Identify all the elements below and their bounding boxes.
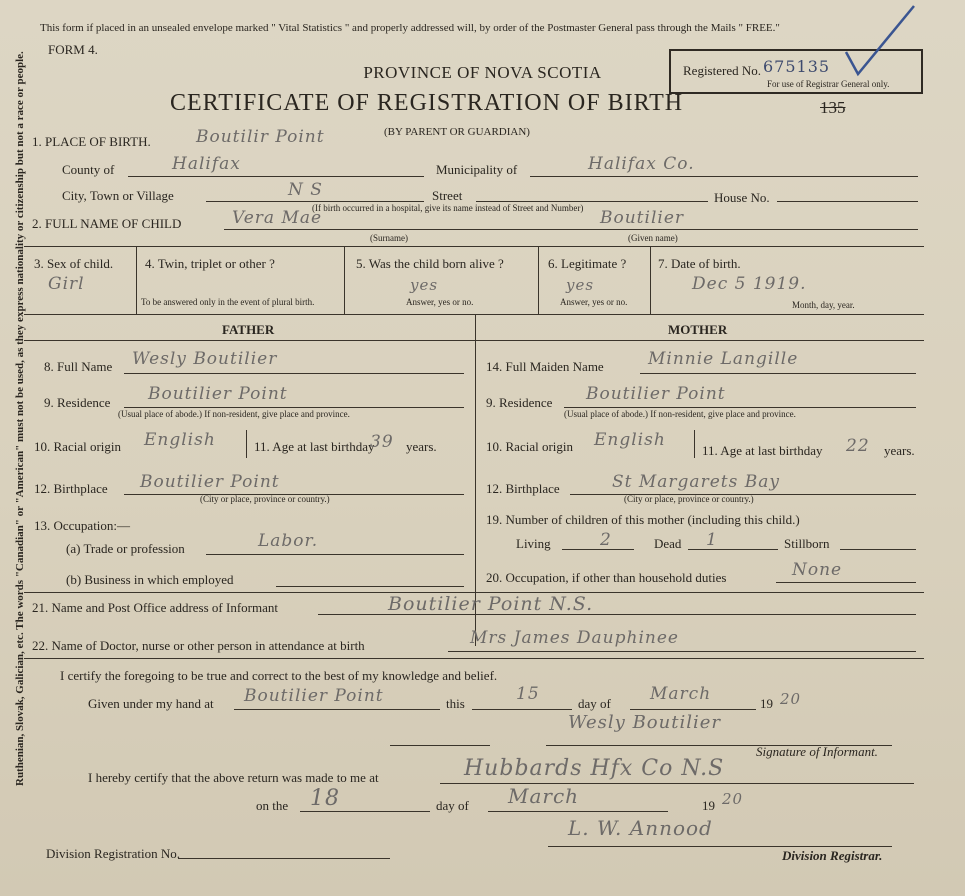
father-age-value: 39 xyxy=(370,432,394,452)
form-number: FORM 4. xyxy=(48,42,98,57)
stillborn-label: Stillborn xyxy=(784,536,830,551)
division-number-label: Division Registration No. xyxy=(46,846,180,861)
trade-value: Labor. xyxy=(258,531,319,551)
given-year-prefix: 19 xyxy=(760,696,773,711)
this-label: this xyxy=(446,696,465,711)
given-month-value: March xyxy=(650,684,712,704)
mother-birthplace-note: (City or place, province or country.) xyxy=(624,494,754,504)
mother-name-label: 14. Full Maiden Name xyxy=(486,359,604,374)
father-heading: FATHER xyxy=(222,322,275,337)
full-name-label: 2. FULL NAME OF CHILD xyxy=(32,216,182,231)
day-of-label-2: day of xyxy=(436,798,469,813)
city-value: N S xyxy=(288,180,323,200)
certify-text: I certify the foregoing to be true and correct to the best of my knowledge and belief. xyxy=(60,668,498,683)
by-parent-label: (BY PARENT OR GUARDIAN) xyxy=(384,126,530,138)
struck-number: 135 xyxy=(820,98,846,117)
registered-label: Registered No. xyxy=(683,63,761,78)
father-residence-note: (Usual place of abode.) If non-resident, give place and province. xyxy=(118,409,350,419)
given-year-value: 20 xyxy=(780,690,802,708)
surname-caption: (Surname) xyxy=(370,233,408,243)
county-label: County of xyxy=(62,162,115,177)
father-residence-value: Boutilier Point xyxy=(148,384,288,404)
father-racial-label: 10. Racial origin xyxy=(34,439,122,454)
house-no-label: House No. xyxy=(714,190,770,205)
dead-value: 1 xyxy=(706,530,718,550)
child-surname-value: Boutilier xyxy=(600,208,685,228)
on-the-label: on the xyxy=(256,798,289,813)
city-label: City, Town or Village xyxy=(62,188,174,203)
father-racial-value: English xyxy=(144,430,216,450)
legitimate-value: yes xyxy=(566,276,595,294)
informant-value: Boutilier Point N.S. xyxy=(388,593,594,615)
born-alive-label: 5. Was the child born alive ? xyxy=(356,256,504,271)
born-alive-value: yes xyxy=(410,276,439,294)
side-note: Ruthenian, Slovak, Galician, etc. The words "Canadian" or "American" must not be used, as they express nationality or citizenship but not a race or people. xyxy=(14,51,26,786)
division-registrar-label: Division Registrar. xyxy=(782,848,883,863)
mother-years-label: years. xyxy=(884,443,915,458)
business-label: (b) Business in which employed xyxy=(66,572,234,587)
informant-label: 21. Name and Post Office address of Informant xyxy=(32,600,278,615)
sex-label: 3. Sex of child. xyxy=(34,256,114,271)
answer-yes-no-2: Answer, yes or no. xyxy=(560,297,628,307)
dead-label: Dead xyxy=(654,536,682,551)
place-of-birth-label: 1. PLACE OF BIRTH. xyxy=(32,134,151,149)
mother-occupation-label: 20. Occupation, if other than household duties xyxy=(486,570,727,585)
mother-birthplace-value: St Margarets Bay xyxy=(612,472,780,492)
given-name-caption: (Given name) xyxy=(628,233,678,243)
signature-of-informant-label: Signature of Informant. xyxy=(756,744,878,759)
mother-residence-note: (Usual place of abode.) If non-resident, give place and province. xyxy=(564,409,796,419)
doctor-label: 22. Name of Doctor, nurse or other person in attendance at birth xyxy=(32,638,365,653)
street-label: Street xyxy=(432,188,463,203)
father-name-value: Wesly Boutilier xyxy=(132,349,278,369)
twin-note: To be answered only in the event of plural birth. xyxy=(141,297,315,307)
mother-racial-value: English xyxy=(594,430,666,450)
date-of-birth-label: 7. Date of birth. xyxy=(658,256,741,271)
father-birthplace-note: (City or place, province or country.) xyxy=(200,494,330,504)
trade-label: (a) Trade or profession xyxy=(66,541,185,556)
informant-signature: Wesly Boutilier xyxy=(568,712,721,733)
municipality-label: Municipality of xyxy=(436,162,518,177)
registrar-use-note: For use of Registrar General only. xyxy=(767,79,890,89)
return-day-value: 18 xyxy=(310,786,340,811)
return-year-value: 20 xyxy=(722,790,744,808)
father-name-label: 8. Full Name xyxy=(44,359,113,374)
occupation-label: 13. Occupation:— xyxy=(34,518,131,533)
father-birthplace-value: Boutilier Point xyxy=(140,472,280,492)
father-age-label: 11. Age at last birthday xyxy=(254,439,375,454)
living-value: 2 xyxy=(600,530,612,550)
registered-number: 675135 xyxy=(763,57,831,76)
municipality-value: Halifax Co. xyxy=(588,154,695,174)
mother-heading: MOTHER xyxy=(668,322,728,337)
given-place-value: Boutilier Point xyxy=(244,686,384,706)
place-of-birth-value: Boutilir Point xyxy=(196,127,325,147)
children-count-label: 19. Number of children of this mother (including this child.) xyxy=(486,512,800,527)
father-years-label: years. xyxy=(406,439,437,454)
mother-age-label: 11. Age at last birthday xyxy=(702,443,823,458)
sex-value: Girl xyxy=(48,274,85,294)
twin-label: 4. Twin, triplet or other ? xyxy=(145,256,275,271)
mother-residence-value: Boutilier Point xyxy=(586,384,726,404)
mother-birthplace-label: 12. Birthplace xyxy=(486,481,560,496)
county-value: Halifax xyxy=(172,154,241,174)
father-residence-label: 9. Residence xyxy=(44,395,111,410)
return-month-value: March xyxy=(508,784,580,808)
return-made-label: I hereby certify that the above return was made to me at xyxy=(88,770,379,785)
mother-racial-label: 10. Racial origin xyxy=(486,439,574,454)
date-of-birth-value: Dec 5 1919. xyxy=(692,274,807,294)
registrar-signature: L. W. Annood xyxy=(568,816,713,840)
given-day-value: 15 xyxy=(516,684,540,704)
child-first-names-value: Vera Mae xyxy=(232,208,323,228)
hospital-note: (If birth occurred in a hospital, give its name instead of Street and Number) xyxy=(312,203,584,213)
living-label: Living xyxy=(516,536,551,551)
return-year-prefix: 19 xyxy=(702,798,715,813)
mother-age-value: 22 xyxy=(846,436,870,456)
legitimate-label: 6. Legitimate ? xyxy=(548,256,627,271)
father-birthplace-label: 12. Birthplace xyxy=(34,481,108,496)
mother-name-value: Minnie Langille xyxy=(648,349,799,369)
return-place-value: Hubbards Hfx Co N.S xyxy=(464,756,725,781)
day-of-label: day of xyxy=(578,696,611,711)
mother-occupation-value: None xyxy=(792,560,843,580)
province-heading: PROVINCE OF NOVA SCOTIA xyxy=(363,63,602,82)
doctor-value: Mrs James Dauphinee xyxy=(470,628,679,648)
given-under-label: Given under my hand at xyxy=(88,696,214,711)
certificate-title: CERTIFICATE OF REGISTRATION OF BIRTH xyxy=(170,90,684,116)
answer-yes-no-1: Answer, yes or no. xyxy=(406,297,474,307)
postal-notice: This form if placed in an unsealed envelope marked " Vital Statistics " and properly addressed will, by order of the Postmaster General pass through the Mails " FREE." xyxy=(40,22,780,34)
date-format-caption: Month, day, year. xyxy=(792,300,855,310)
mother-residence-label: 9. Residence xyxy=(486,395,553,410)
